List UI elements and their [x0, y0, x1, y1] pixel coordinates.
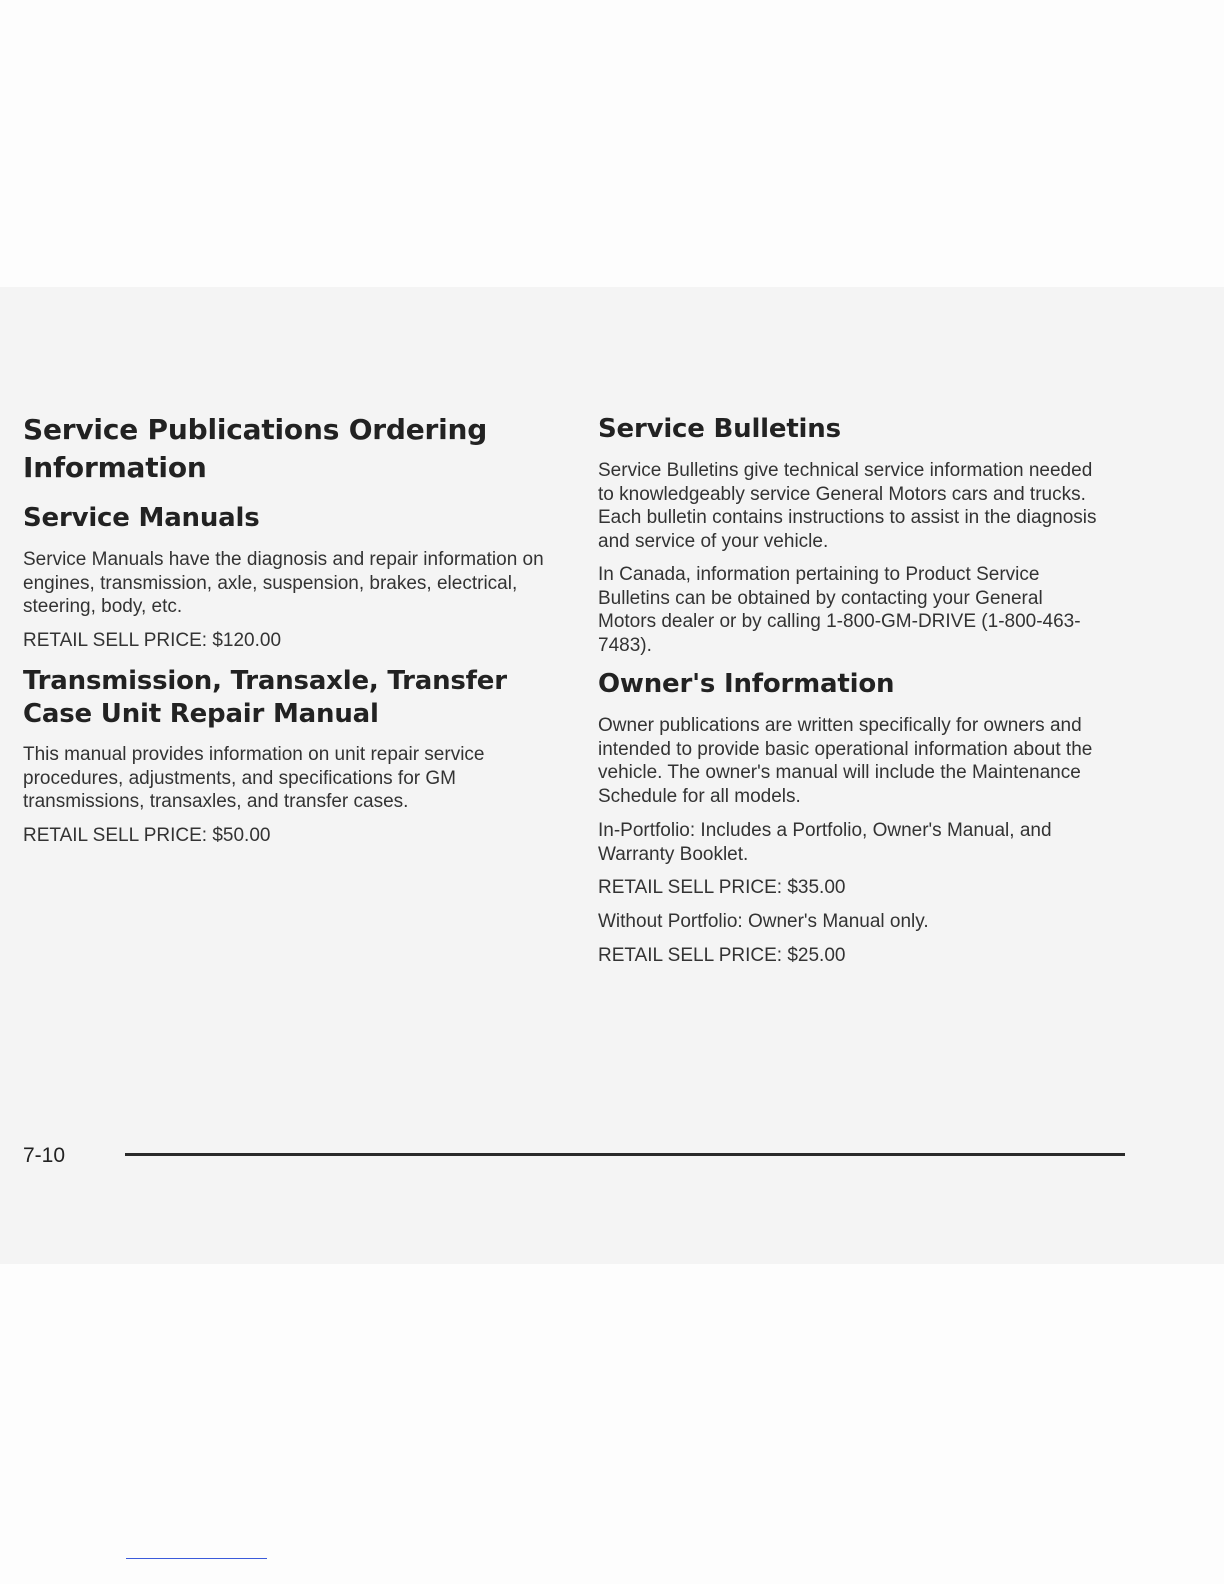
in-portfolio-text: In-Portfolio: Includes a Portfolio, Owner's Manual, and Warranty Booklet. — [598, 820, 1052, 865]
service-bulletins-heading: Service Bulletins — [598, 414, 841, 444]
owners-information-heading: Owner's Information — [598, 669, 895, 699]
unit-repair-heading: Transmission, Transaxle, Transfer Case Unit Repair Manual — [23, 666, 507, 729]
manual-page — [0, 287, 1224, 1264]
service-manuals-body: Service Manuals have the diagnosis and repair information on engines, transmission, axle, suspension, brakes, electrical, steering, body, etc. — [23, 549, 544, 617]
unit-repair-body: This manual provides information on unit repair service procedures, adjustments, and specifications for GM transmissions, transaxles, and transfer cases. — [23, 744, 485, 812]
service-manuals-price: RETAIL SELL PRICE: $120.00 — [23, 630, 282, 651]
footer-link-underline[interactable] — [126, 1558, 267, 1559]
page-title: Service Publications Ordering Information — [23, 413, 488, 484]
in-portfolio-price: RETAIL SELL PRICE: $35.00 — [598, 877, 846, 898]
service-bulletins-canada: In Canada, information pertaining to Product Service Bulletins can be obtained by contacting your General Motors dealer or by calling 1-800-GM-DRIVE (1-800-463-7483). — [598, 564, 1081, 656]
owners-information-body: Owner publications are written specifically for owners and intended to provide basic operational information about the vehicle. The owner's manual will include the Maintenance Schedule for all models. — [598, 715, 1093, 807]
footer-rule — [125, 1153, 1125, 1156]
without-portfolio-text: Without Portfolio: Owner's Manual only. — [598, 911, 929, 932]
service-bulletins-body: Service Bulletins give technical service information needed to knowledgeably service General Motors cars and trucks. Each bulletin contains instructions to assist in the diagnosis and service of your vehicle. — [598, 460, 1097, 552]
without-portfolio-price: RETAIL SELL PRICE: $25.00 — [598, 945, 846, 966]
page-number: 7-10 — [23, 1144, 66, 1167]
unit-repair-price: RETAIL SELL PRICE: $50.00 — [23, 825, 271, 846]
service-manuals-heading: Service Manuals — [23, 503, 260, 533]
